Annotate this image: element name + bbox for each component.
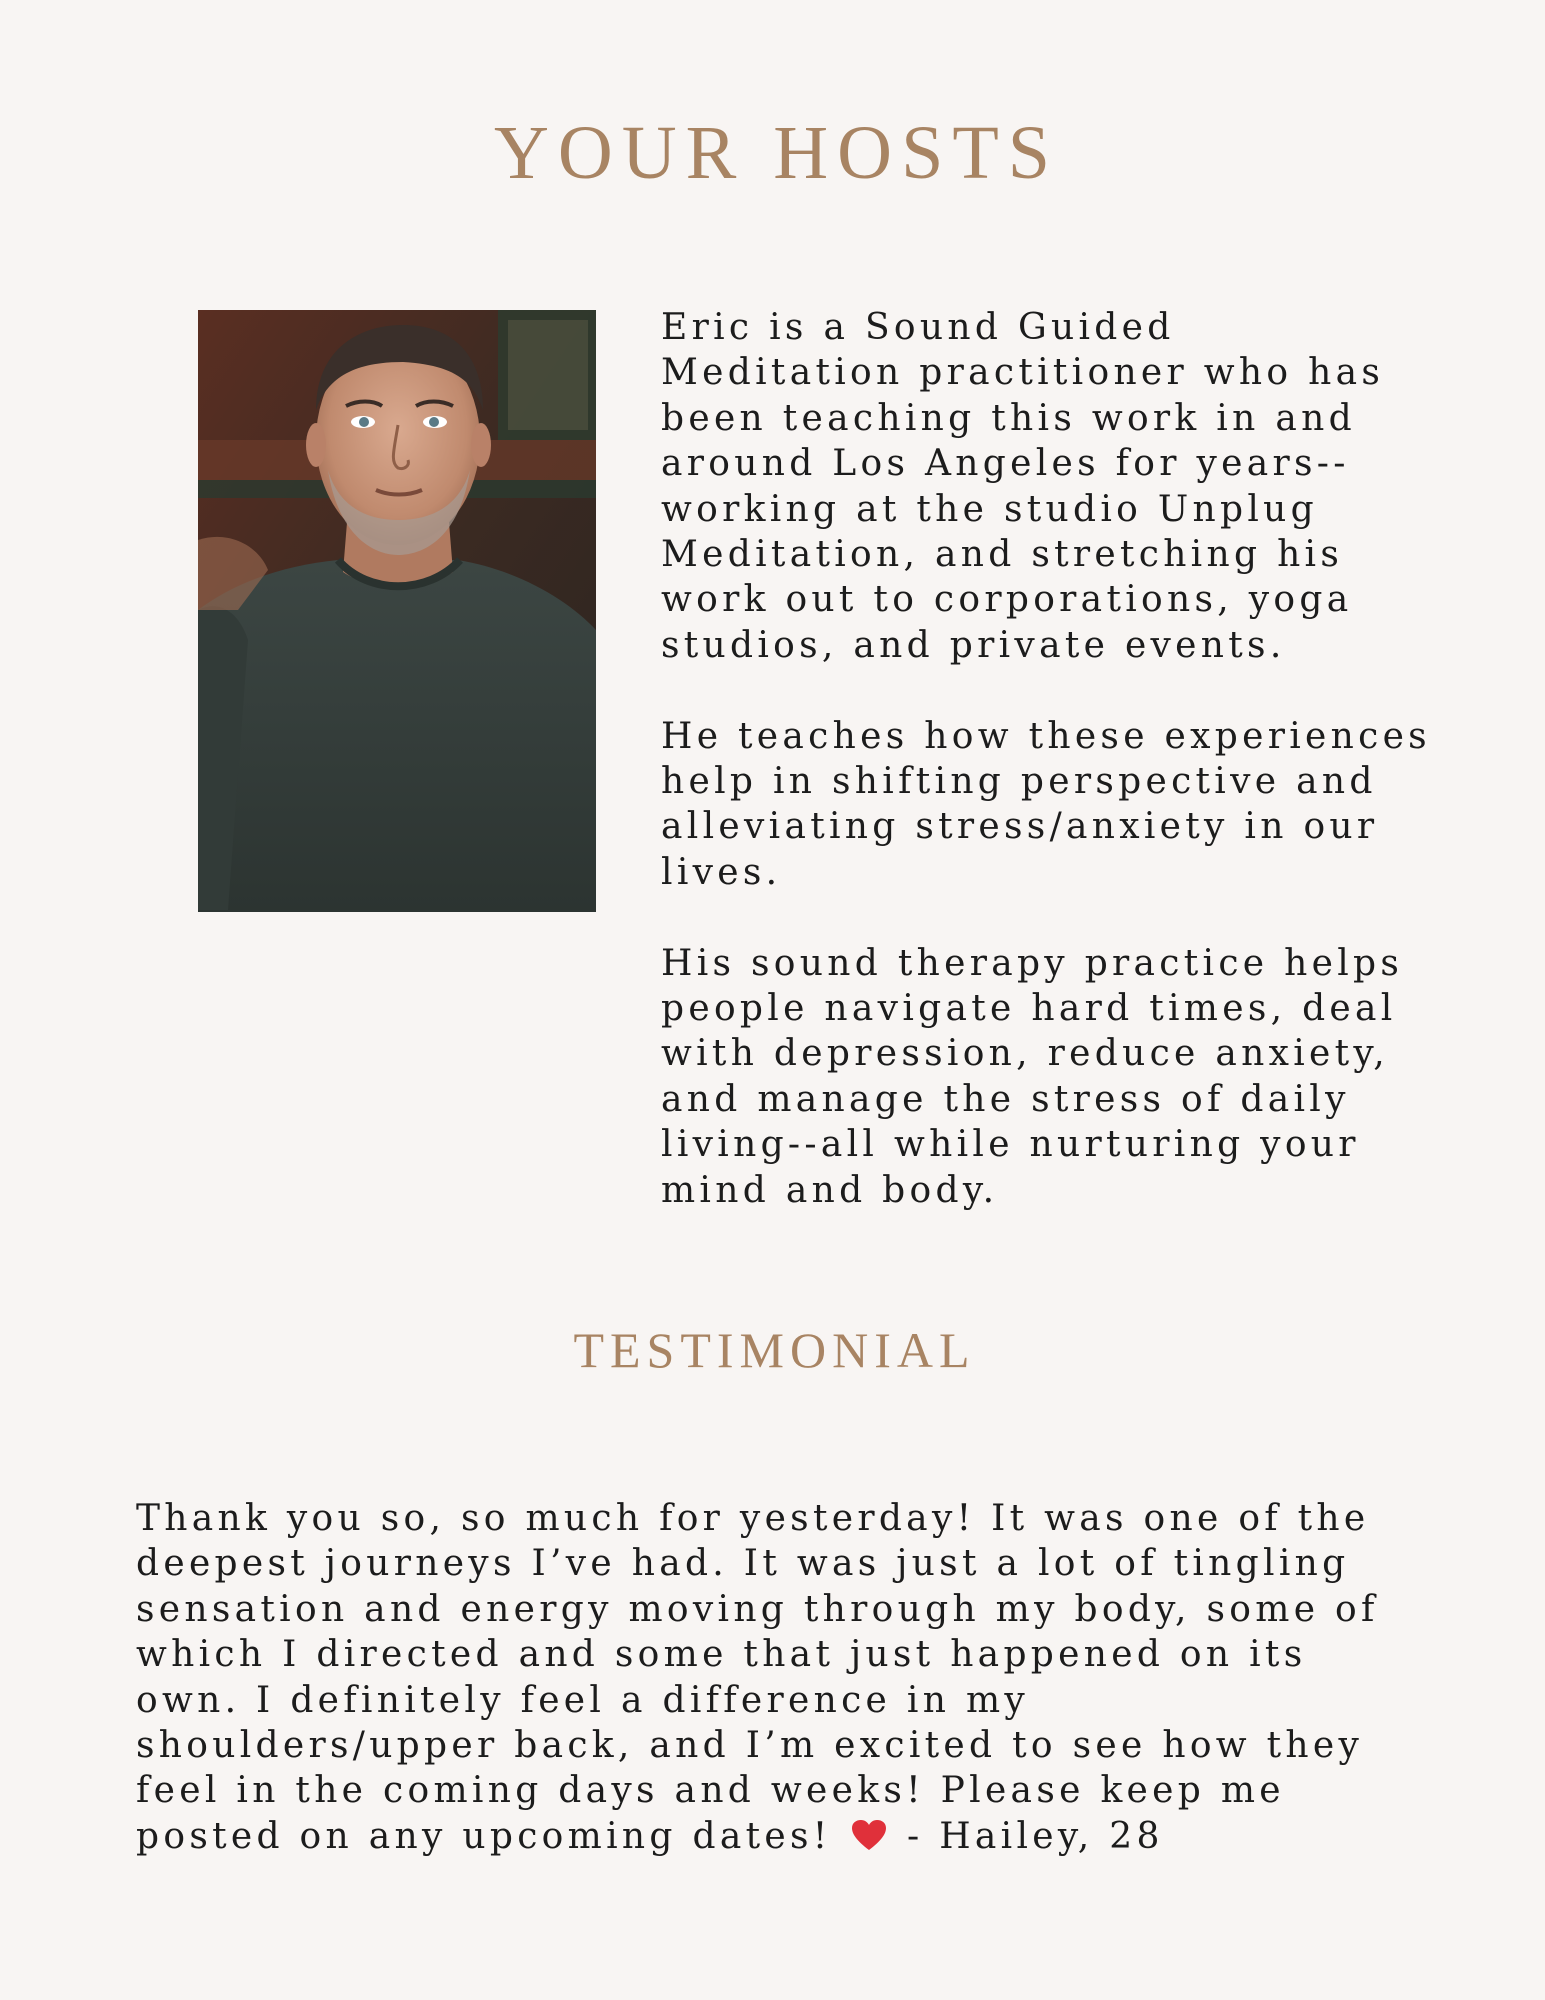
testimonial-quote (136, 1496, 1466, 1859)
host-portrait-image (198, 310, 596, 912)
bio-line: around Los Angeles for years-- (661, 443, 1350, 485)
bio-line: He teaches how these experiences (661, 715, 1431, 757)
bio-line: studios, and private events. (661, 624, 1286, 666)
bio-line: mind and body. (661, 1169, 999, 1211)
testimonial-heading: TESTIMONIAL (573, 1322, 976, 1378)
bio-paragraph-1 (661, 305, 1461, 668)
bio-line: with depression, reduce anxiety, (661, 1033, 1390, 1075)
bio-line: Eric is a Sound Guided (661, 307, 1175, 348)
testimonial-line: feel in the coming days and weeks! Please keep me (136, 1770, 1285, 1812)
hosts-heading: YOUR HOSTS (493, 111, 1060, 195)
testimonial-line: which I directed and some that just happened on its (136, 1634, 1307, 1676)
bio-paragraph-2 (661, 714, 1461, 896)
testimonial-line: Thank you so, so much for yesterday! It was one of the (136, 1498, 1370, 1539)
bio-line: alleviating stress/anxiety in our (661, 806, 1379, 848)
bio-line: help in shifting perspective and (661, 761, 1377, 803)
testimonial-author: - Hailey, 28 (907, 1815, 1164, 1857)
testimonial-line: own. I definitely feel a difference in my (136, 1679, 1030, 1721)
testimonial-line: deepest journeys I’ve had. It was just a lot of tingling (136, 1543, 1350, 1585)
bio-line: living--all while nurturing your (661, 1124, 1360, 1166)
testimonial-line-text: posted on any upcoming dates! (136, 1815, 832, 1857)
testimonial-line: shoulders/upper back, and I’m excited to see how they (136, 1725, 1364, 1767)
testimonial-line: sensation and energy moving through my body, some of (136, 1588, 1379, 1630)
bio-line: His sound therapy practice helps (661, 942, 1404, 984)
testimonial-last-line (136, 1814, 1466, 1859)
bio-line: Meditation, and stretching his (661, 534, 1344, 576)
bio-line: work out to corporations, yoga (661, 579, 1353, 621)
bio-line: lives. (661, 851, 782, 893)
red-heart-icon (851, 1819, 887, 1851)
bio-line: Meditation practitioner who has (661, 352, 1385, 394)
bio-line: been teaching this work in and (661, 397, 1356, 439)
bio-line: people navigate hard times, deal (661, 988, 1397, 1030)
bio-line: and manage the stress of daily (661, 1078, 1350, 1120)
host-photo (198, 310, 596, 912)
bio-paragraph-3 (661, 941, 1461, 1213)
host-bio (661, 305, 1461, 1258)
bio-line: working at the studio Unplug (661, 488, 1318, 530)
